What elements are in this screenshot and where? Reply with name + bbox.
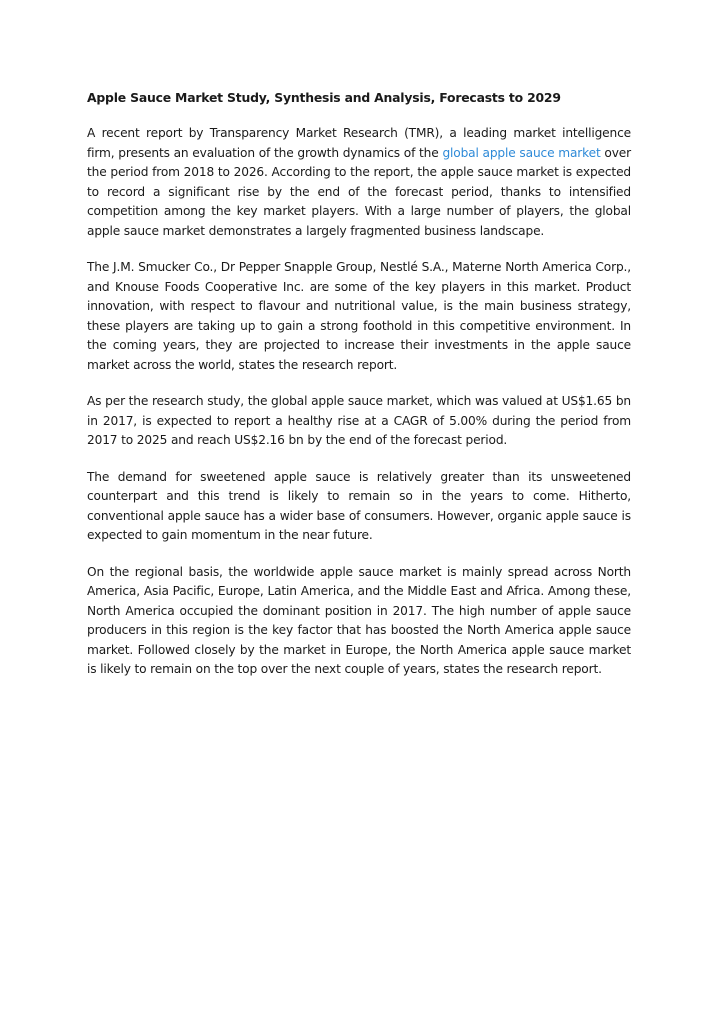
document-title: Apple Sauce Market Study, Synthesis and Analysis, Forecasts to 2029 bbox=[87, 90, 561, 105]
paragraph-demand: The demand for sweetened apple sauce is relatively greater than its unsweetened counterpart and this trend is likely to remain so in the years to come. Hitherto, conventional apple sauce has a wider base of consumers. However, organic apple sauce is expected to gain momentum in the near future. bbox=[87, 469, 631, 542]
paragraph-key-players: The J.M. Smucker Co., Dr Pepper Snapple Group, Nestlé S.A., Materne North America Corp., and Knouse Foods Cooperative Inc. are some of the key players in this market. Product innovation, with respect to flavour and nutritional value, is the main business strategy, these players are taking up to gain a strong foothold in this competitive environment. In the coming years, they are projected to increase their investments in the apple sauce market across the world, states the research report. bbox=[87, 260, 631, 372]
paragraph-intro-text-after: over the period from 2018 to 2026. According to the report, the apple sauce market is expected to record a significant rise by the end of the forecast period, thanks to intensified competition among the key market players. With a large number of players, the global apple sauce market demonstrates a largely fragmented business landscape. bbox=[87, 145, 632, 238]
document-body bbox=[87, 88, 631, 697]
paragraph-intro-text-before: A recent report by Transparency Market Research (TMR), a leading market intelligence firm, presents an evaluation of the growth dynamics of the bbox=[87, 126, 631, 160]
global-apple-sauce-market-link[interactable]: global apple sauce market bbox=[442, 145, 601, 160]
paragraph-intro bbox=[87, 124, 631, 241]
paragraph-regional: On the regional basis, the worldwide apple sauce market is mainly spread across North America, Asia Pacific, Europe, Latin America, and the Middle East and Africa. Among these, North America occupied the dominant position in 2017. The high number of apple sauce producers in this region is the key factor that has boosted the North America apple sauce market. Followed closely by the market in Europe, the North America apple sauce market is likely to remain on the top over the next couple of years, states the research report. bbox=[87, 564, 631, 676]
paragraph-market-value: As per the research study, the global apple sauce market, which was valued at US$1.65 bn in 2017, is expected to report a healthy rise at a CAGR of 5.00% during the period from 2017 to 2025 and reach US$2.16 bn by the end of the forecast period. bbox=[87, 394, 631, 447]
